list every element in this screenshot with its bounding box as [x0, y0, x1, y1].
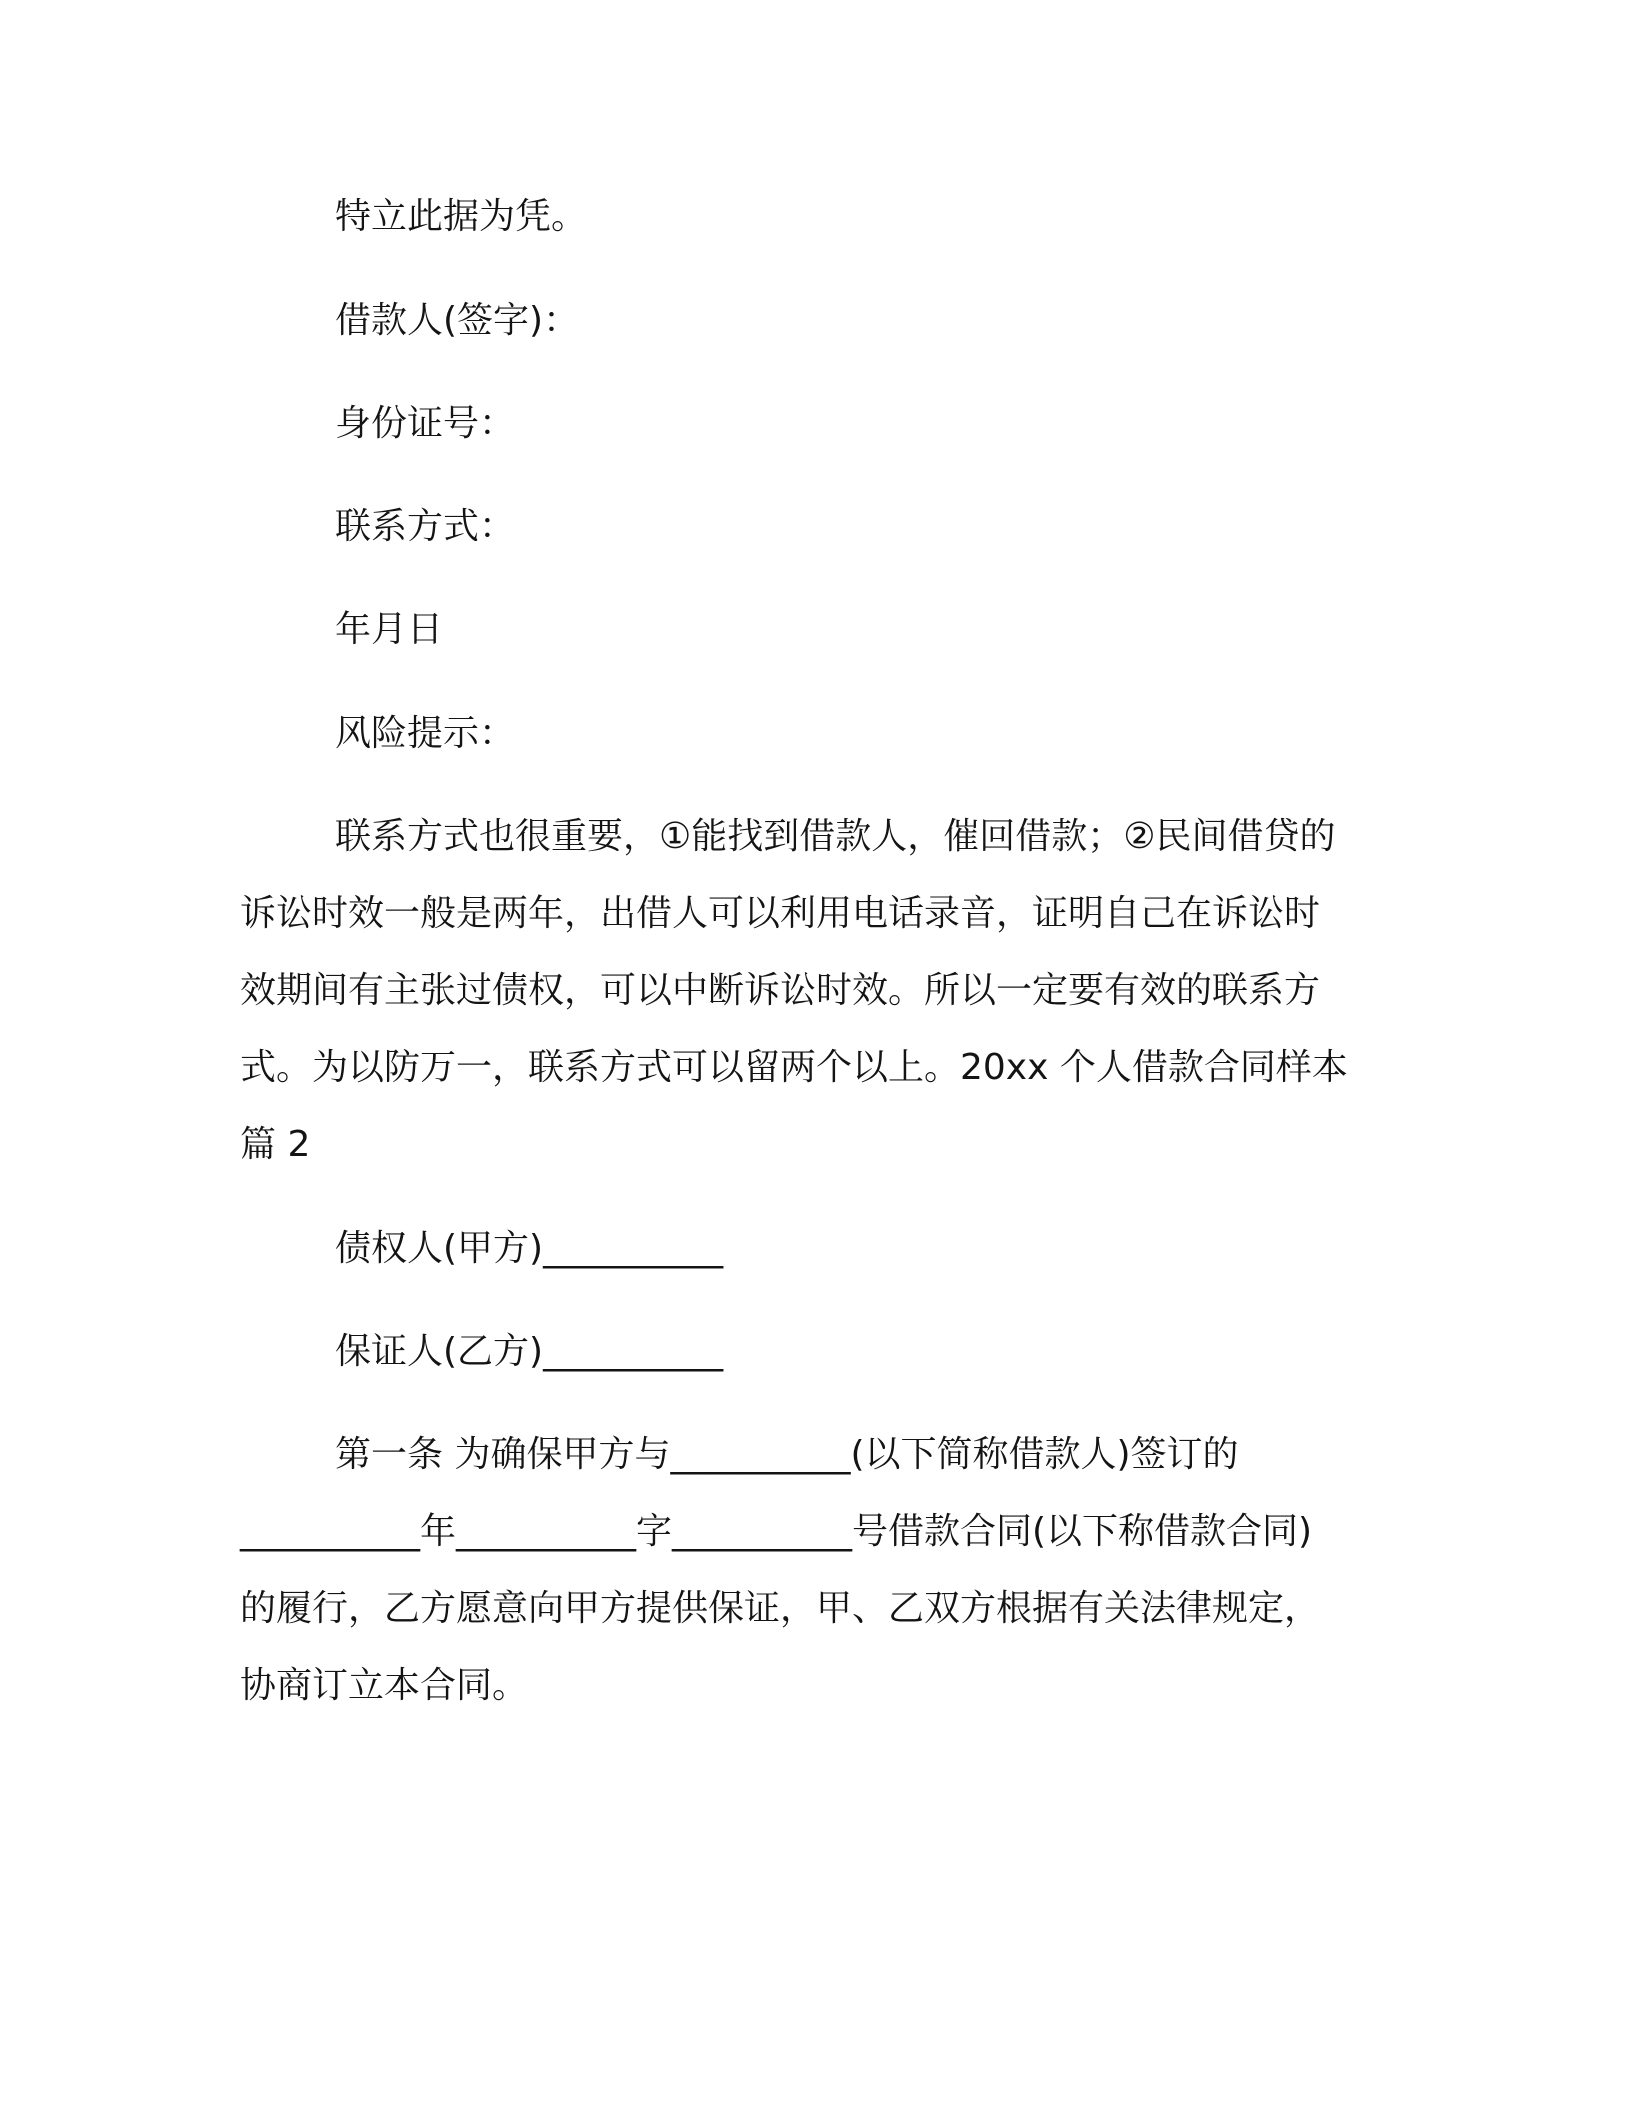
article-1-line: __________年__________字__________号借款合同(以下称借款合同)	[240, 1511, 1313, 1552]
risk-paragraph-line: 联系方式也很重要，①能找到借款人，催回借款；②民间借贷的	[335, 816, 1336, 857]
risk-paragraph-line: 诉讼时效一般是两年，出借人可以利用电话录音，证明自己在诉讼时	[240, 893, 1321, 934]
risk-paragraph-line: 式。为以防万一，联系方式可以留两个以上。20xx 个人借款合同样本	[240, 1047, 1348, 1088]
article-1-line: 协商订立本合同。	[240, 1665, 529, 1706]
article-1-line: 的履行，乙方愿意向甲方提供保证，甲、乙双方根据有关法律规定，	[240, 1588, 1321, 1629]
article-1-line: 第一条 为确保甲方与__________(以下简称借款人)签订的	[335, 1434, 1239, 1475]
creditor-line: 债权人(甲方)__________	[335, 1228, 724, 1269]
borrower-signature-label: 借款人(签字)：	[335, 300, 580, 341]
id-number-label: 身份证号：	[335, 403, 516, 444]
closing-statement: 特立此据为凭。	[335, 196, 588, 237]
guarantor-line: 保证人(乙方)__________	[335, 1331, 724, 1372]
risk-paragraph-line: 篇 2	[240, 1124, 311, 1165]
date-label: 年月日	[335, 609, 444, 650]
contact-label: 联系方式：	[335, 506, 516, 547]
risk-paragraph-line: 效期间有主张过债权，可以中断诉讼时效。所以一定要有效的联系方	[240, 970, 1321, 1011]
risk-heading: 风险提示：	[335, 713, 516, 754]
